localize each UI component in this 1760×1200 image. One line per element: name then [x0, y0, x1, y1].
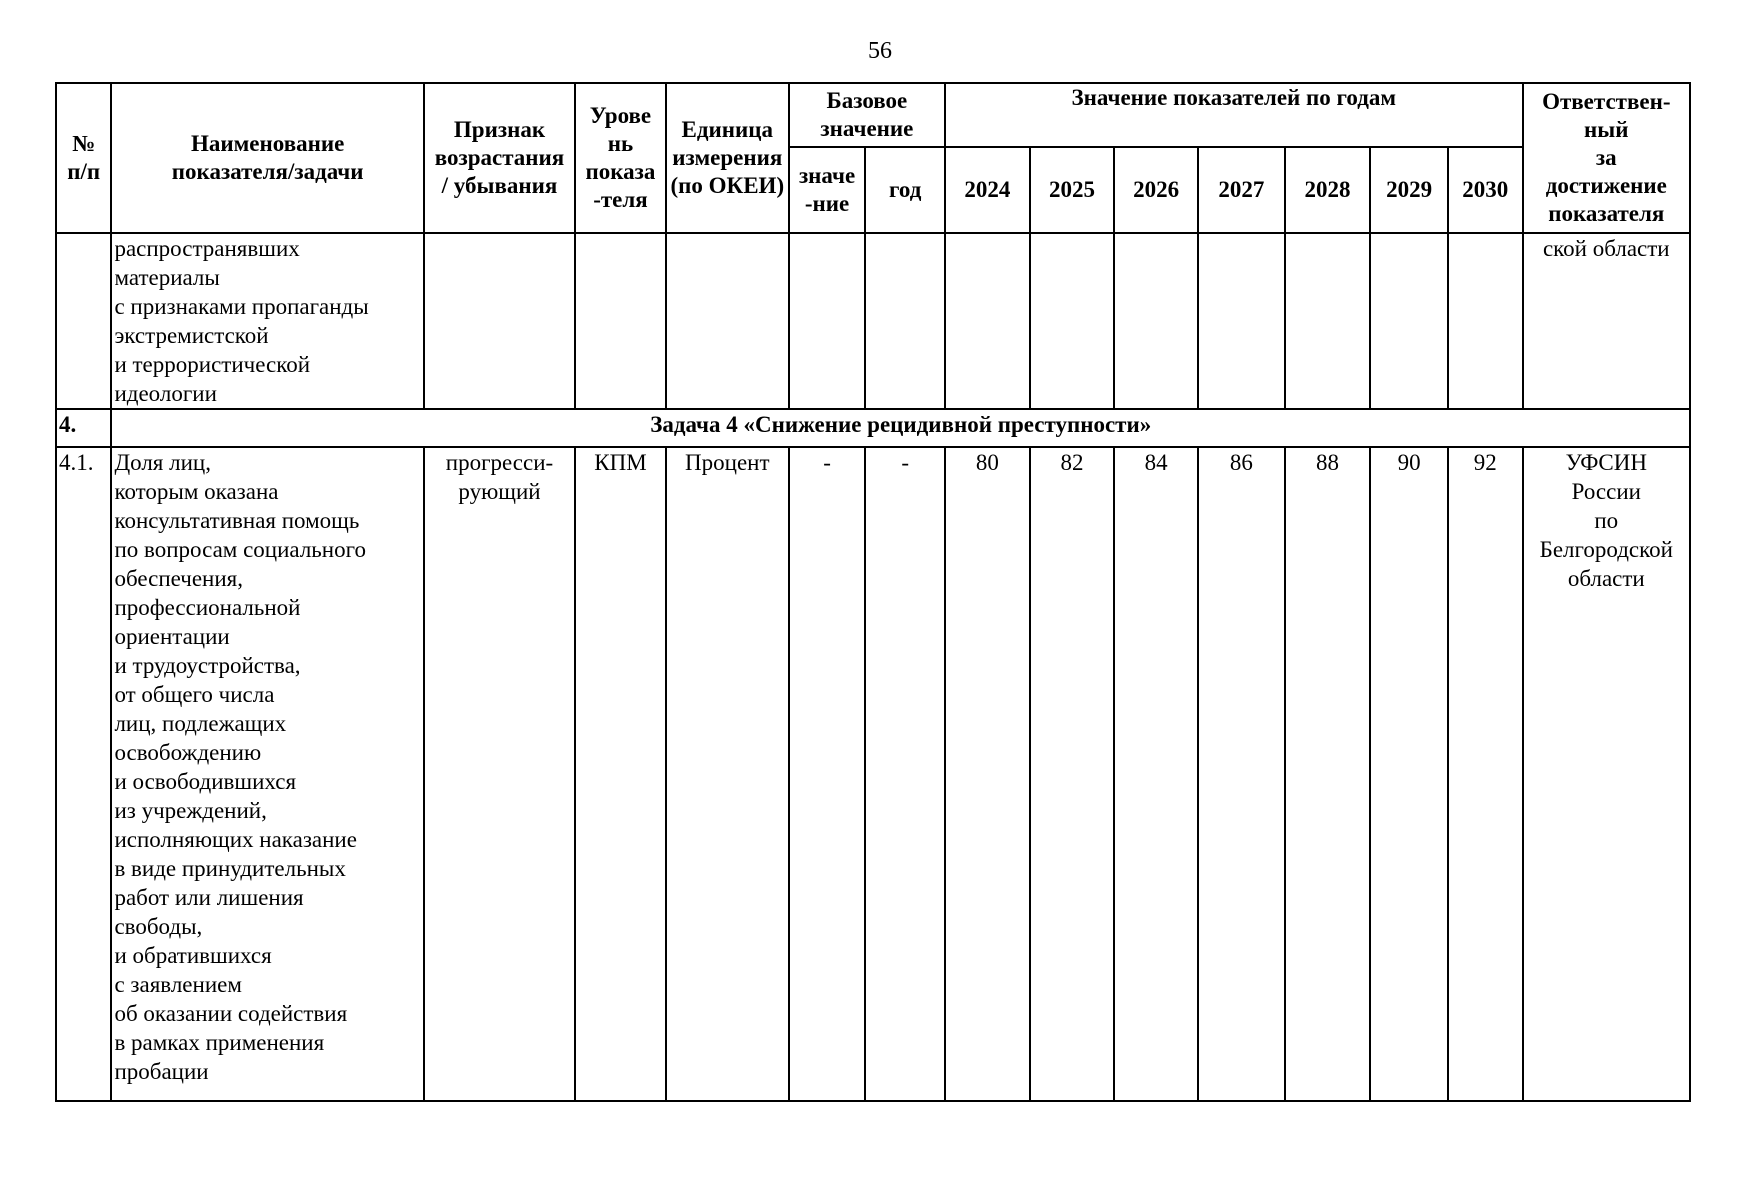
table-row-continuation — [56, 233, 1690, 409]
indicators-table — [55, 82, 1691, 1102]
table-row-task — [56, 409, 1690, 447]
header-year: 2027 — [1198, 147, 1285, 233]
cell-base-year: - — [865, 447, 945, 1101]
cell-responsible: ской области — [1523, 233, 1690, 409]
cell-year-value: 86 — [1198, 447, 1285, 1101]
page-number: 56 — [868, 38, 892, 64]
cell-base-value — [789, 233, 866, 409]
header-base-value: значе -ние — [789, 147, 866, 233]
cell-base-year — [865, 233, 945, 409]
cell-year-value: 88 — [1285, 447, 1371, 1101]
cell-year-value — [1030, 233, 1115, 409]
cell-unit: Процент — [666, 447, 789, 1101]
header-num: № п/п — [56, 83, 111, 233]
task-title: Задача 4 «Снижение рецидивной преступности» — [111, 409, 1690, 447]
header-year: 2029 — [1370, 147, 1448, 233]
cell-year-value: 92 — [1448, 447, 1523, 1101]
cell-level: КПМ — [575, 447, 666, 1101]
header-responsible: Ответствен- ный за достижение показателя — [1523, 83, 1690, 233]
cell-num: 4.1. — [56, 447, 111, 1101]
cell-year-value — [1114, 233, 1198, 409]
cell-num — [56, 233, 111, 409]
cell-year-value: 90 — [1370, 447, 1448, 1101]
cell-year-value: 82 — [1030, 447, 1115, 1101]
header-base: Базовое значение — [789, 83, 945, 147]
table-row-indicator — [56, 447, 1690, 1101]
cell-year-value — [1285, 233, 1371, 409]
cell-unit — [666, 233, 789, 409]
cell-base-value: - — [789, 447, 866, 1101]
header-name: Наименование показателя/задачи — [111, 83, 423, 233]
cell-year-value: 84 — [1114, 447, 1198, 1101]
header-base-year: год — [865, 147, 945, 233]
cell-name: распространявших материалы с признаками пропаганды экстремистской и террористической идеологии — [111, 233, 423, 409]
header-year: 2028 — [1285, 147, 1371, 233]
header-year: 2030 — [1448, 147, 1523, 233]
cell-year-value — [1370, 233, 1448, 409]
header-year: 2025 — [1030, 147, 1115, 233]
header-years-title: Значение показателей по годам — [945, 83, 1523, 147]
cell-year-value — [1448, 233, 1523, 409]
task-num: 4. — [56, 409, 111, 447]
header-year: 2024 — [945, 147, 1030, 233]
header-year: 2026 — [1114, 147, 1198, 233]
header-row-1 — [56, 83, 1690, 147]
cell-level — [575, 233, 666, 409]
cell-year-value: 80 — [945, 447, 1030, 1101]
header-trend: Признак возрастания / убывания — [424, 83, 575, 233]
cell-trend — [424, 233, 575, 409]
cell-responsible: УФСИН России по Белгородской области — [1523, 447, 1690, 1101]
cell-year-value — [945, 233, 1030, 409]
header-level: Урове нь показа -теля — [575, 83, 666, 233]
header-unit: Единица измерения (по ОКЕИ) — [666, 83, 789, 233]
cell-year-value — [1198, 233, 1285, 409]
cell-trend: прогресси- рующий — [424, 447, 575, 1101]
cell-name: Доля лиц, которым оказана консультативная помощь по вопросам социального обеспечения, профессиональной ориентации и трудоустройства, от общего числа лиц, подлежащих освобождению и освободившихся из учреждений, исполняющих наказание в виде принудительных работ или лишения свободы, и обратившихся с заявлением об оказании содействия в рамках применения пробации — [111, 447, 423, 1101]
